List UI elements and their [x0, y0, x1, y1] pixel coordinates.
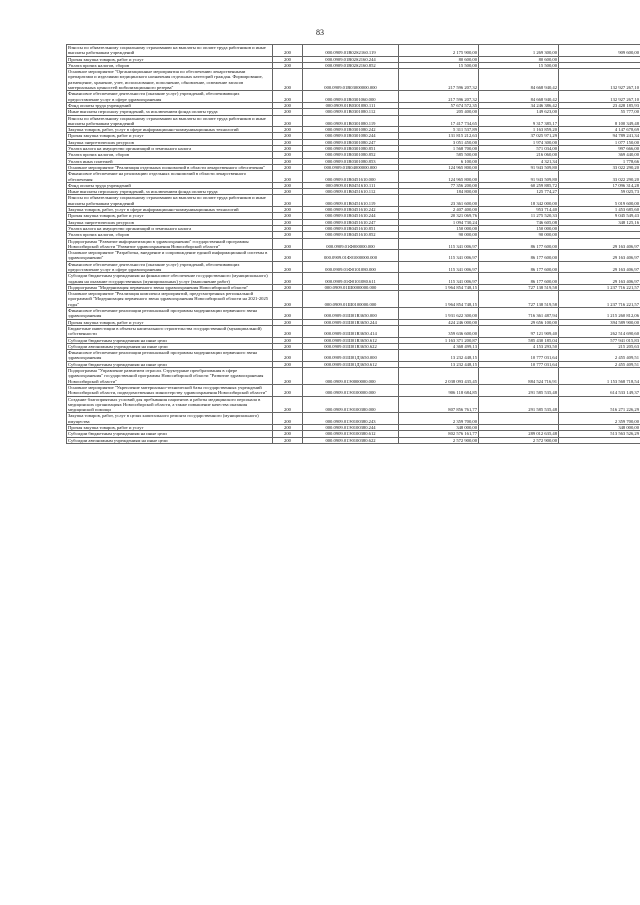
row-name-cell: Основное мероприятие "Организационные мероприятия по обеспечению лекарственными препаратами и изделиями медицинского назначения отдельных категорий граждан. Формирование, размещение, хранение, учет, использование, пополнение, обновление, освежение запасов материальных ценностей мобилизационного резерва" [67, 69, 273, 91]
row-executed-amount-cell: 1 269 300,00 [479, 45, 559, 57]
row-assigned-amount-cell: 17 417 734,65 [399, 115, 479, 127]
table-row [67, 361, 640, 367]
row-unexecuted-amount-cell: 9 045 549,43 [559, 213, 640, 219]
row-assigned-amount-cell: 359 636 600,00 [399, 325, 479, 337]
row-classification-code-cell: 000.0909.01В0451610.111 [303, 182, 399, 188]
row-assigned-amount-cell: 20 321 069,76 [399, 213, 479, 219]
row-admin-code-cell: 200 [273, 207, 303, 213]
row-executed-amount-cell: 716 361 487,94 [479, 308, 559, 320]
row-assigned-amount-cell: 2 038 093 435,45 [399, 368, 479, 385]
row-assigned-amount-cell: 1 964 854 748,15 [399, 284, 479, 290]
row-executed-amount-cell: 91 943 509,80 [479, 164, 559, 170]
row-classification-code-cell: 000.0909.01В0451610.851 [303, 225, 399, 231]
row-admin-code-cell: 200 [273, 250, 303, 262]
row-unexecuted-amount-cell: 997 666,00 [559, 146, 640, 152]
row-unexecuted-amount-cell: 55 777,00 [559, 109, 640, 115]
row-name-cell: Финансовое обеспечение деятельности (оказание услуг) учреждений, обеспечивающих предоставление услуг в сфере здравоохранения [67, 261, 273, 273]
row-admin-code-cell: 200 [273, 164, 303, 170]
row-name-cell: Финансовое обеспечение реализации региональной программы модернизации первичного звена здравоохранения [67, 350, 273, 362]
row-admin-code-cell: 200 [273, 127, 303, 133]
row-admin-code-cell: 200 [273, 56, 303, 62]
row-executed-amount-cell: 150 000,00 [479, 225, 559, 231]
row-executed-amount-cell: 86 177 600,00 [479, 250, 559, 262]
row-classification-code-cell: 000.0909.01Э0100380.612 [303, 431, 399, 437]
row-assigned-amount-cell: 217 596 207,32 [399, 91, 479, 103]
row-assigned-amount-cell: 5 311 537,89 [399, 127, 479, 133]
row-unexecuted-amount-cell: 1 077 150,00 [559, 139, 640, 145]
row-executed-amount-cell: 60 259 885,72 [479, 182, 559, 188]
row-name-cell: Уплата прочих налогов, сборов [67, 152, 273, 158]
row-assigned-amount-cell: 184 800,00 [399, 189, 479, 195]
row-unexecuted-amount-cell: 369 440,00 [559, 152, 640, 158]
row-name-cell: Иные выплаты персоналу учреждений, за исключением фонда оплаты труда [67, 109, 273, 115]
row-classification-code-cell: 000.0909.01Э0100000.000 [303, 384, 399, 396]
row-admin-code-cell: 200 [273, 291, 303, 308]
row-name-cell: Закупка энергетических ресурсов [67, 219, 273, 225]
table-row [67, 431, 640, 437]
table-row [67, 164, 640, 170]
row-executed-amount-cell: 11 275 520,33 [479, 213, 559, 219]
table-row [67, 384, 640, 396]
row-classification-code-cell: 000.0909.01В02S2160.244 [303, 56, 399, 62]
row-admin-code-cell: 200 [273, 195, 303, 207]
row-admin-code-cell: 200 [273, 284, 303, 290]
table-row [67, 343, 640, 349]
row-name-cell: Прочая закупка товаров, работ и услуг [67, 319, 273, 325]
row-assigned-amount-cell: 1 094 730,24 [399, 219, 479, 225]
row-admin-code-cell: 200 [273, 396, 303, 413]
row-assigned-amount-cell: 217 596 207,32 [399, 69, 479, 91]
table-row [67, 413, 640, 425]
row-classification-code-cell: 000.0909.01В0451610.112 [303, 189, 399, 195]
row-admin-code-cell: 200 [273, 189, 303, 195]
row-classification-code-cell: 000.0909.01Ш01R3650.622 [303, 343, 399, 349]
row-name-cell: Бюджетные инвестиции в объекты капитального строительства государственной (муниципальной) собственности [67, 325, 273, 337]
row-assigned-amount-cell: 205 400,00 [399, 109, 479, 115]
row-classification-code-cell: 000.0909.01В03000000.000 [303, 69, 399, 91]
row-classification-code-cell: 000.0909.01В0301080.851 [303, 146, 399, 152]
row-name-cell: Прочая закупка товаров, работ и услуг [67, 425, 273, 431]
row-classification-code-cell: 000.0909.01Ш01R3650.000 [303, 308, 399, 320]
row-classification-code-cell: 000.0909.01В0301060.000 [303, 91, 399, 103]
row-admin-code-cell: 200 [273, 384, 303, 396]
row-classification-code-cell: 000.0909.01Ш01R3650.244 [303, 319, 399, 325]
row-admin-code-cell: 200 [273, 425, 303, 431]
row-assigned-amount-cell: 4 368 499,13 [399, 343, 479, 349]
row-unexecuted-amount-cell: 1 453 685,60 [559, 207, 640, 213]
row-executed-amount-cell: 91 943 509,80 [479, 171, 559, 183]
row-assigned-amount-cell: 150 000,00 [399, 225, 479, 231]
row-unexecuted-amount-cell: 33 022 290,20 [559, 171, 640, 183]
row-assigned-amount-cell: 802 576 161,77 [399, 431, 479, 437]
row-admin-code-cell: 200 [273, 139, 303, 145]
row-unexecuted-amount-cell: 94 789 241,34 [559, 133, 640, 139]
row-name-cell: Закупка энергетических ресурсов [67, 139, 273, 145]
row-admin-code-cell: 200 [273, 146, 303, 152]
row-admin-code-cell: 200 [273, 115, 303, 127]
row-executed-amount-cell: 84 668 940,42 [479, 91, 559, 103]
row-admin-code-cell: 200 [273, 171, 303, 183]
row-classification-code-cell: 000.0909.01Ф01000000.000 [303, 250, 399, 262]
row-name-cell: Субсидии автономным учреждениям на иные цели [67, 437, 273, 443]
row-admin-code-cell: 200 [273, 319, 303, 325]
row-assigned-amount-cell: 124 965 800,00 [399, 171, 479, 183]
row-executed-amount-cell: 90 000,00 [479, 232, 559, 238]
row-name-cell: Закупка товаров, работ, услуг в сфере информационно-коммуникационных технологий [67, 207, 273, 213]
row-executed-amount-cell: 2 572 900,00 [479, 437, 559, 443]
row-name-cell: Финансовое обеспечение реализации региональной программы модернизации первичного звена здравоохранения [67, 308, 273, 320]
table-row [67, 437, 640, 443]
row-executed-amount-cell: 727 138 519,58 [479, 284, 559, 290]
row-admin-code-cell: 200 [273, 337, 303, 343]
row-executed-amount-cell: 884 524 716,91 [479, 368, 559, 385]
row-assigned-amount-cell: 1 931 622 300,00 [399, 308, 479, 320]
row-name-cell: Подпрограмма "Модернизация первичного звена здравоохранения Новосибирской области" [67, 284, 273, 290]
row-name-cell: Взносы по обязательному социальному страхованию на выплаты по оплате труда работников и иные выплаты работникам учреждений [67, 45, 273, 57]
row-executed-amount-cell: 125 774,27 [479, 189, 559, 195]
row-admin-code-cell: 200 [273, 261, 303, 273]
row-name-cell: Уплата прочих налогов, сборов [67, 62, 273, 68]
row-assigned-amount-cell: 1 964 854 748,15 [399, 291, 479, 308]
row-classification-code-cell: 000.0909.01В0451610.119 [303, 195, 399, 207]
row-assigned-amount-cell: 906 118 684,85 [399, 384, 479, 396]
row-classification-code-cell: 000.0909.01В02S2160.119 [303, 45, 399, 57]
row-executed-amount-cell: 953 714,40 [479, 207, 559, 213]
row-assigned-amount-cell: 2 359 700,00 [399, 413, 479, 425]
row-unexecuted-amount-cell: 29 163 406,97 [559, 250, 640, 262]
row-executed-amount-cell: 1 974 300,00 [479, 139, 559, 145]
row-admin-code-cell: 200 [273, 152, 303, 158]
row-unexecuted-amount-cell: 614 533 149,37 [559, 384, 640, 396]
row-name-cell: Основное мероприятие "Реализация отдельных полномочий в области лекарственного обеспечения" [67, 164, 273, 170]
row-unexecuted-amount-cell: 262 514 690,60 [559, 325, 640, 337]
row-name-cell: Уплата иных платежей [67, 158, 273, 164]
row-name-cell: Прочая закупка товаров, работ и услуг [67, 213, 273, 219]
row-assigned-amount-cell: 80 600,00 [399, 56, 479, 62]
row-name-cell: Взносы по обязательному социальному страхованию на выплаты по оплате труда работников и иные выплаты работникам учреждений [67, 115, 273, 127]
row-assigned-amount-cell: 77 356 200,00 [399, 182, 479, 188]
row-unexecuted-amount-cell: 348 000,00 [559, 425, 640, 431]
row-unexecuted-amount-cell: 132 927 267,10 [559, 69, 640, 91]
table-row [67, 146, 640, 152]
row-classification-code-cell: 000.0909.01В04000000.000 [303, 164, 399, 170]
table-row [67, 325, 640, 337]
row-classification-code-cell: 000.0909.01Ф0101080.000 [303, 261, 399, 273]
table-row [67, 225, 640, 231]
row-classification-code-cell: 000.0909.01В0301080.247 [303, 139, 399, 145]
row-executed-amount-cell: 727 138 519,58 [479, 291, 559, 308]
row-admin-code-cell: 200 [273, 219, 303, 225]
row-name-cell: Основное мероприятие "Реализация комплекса мероприятий, предусмотренных региональной программой "Модернизация первичного звена здравоохранения Новосибирской области на 2021-2025 годы" [67, 291, 273, 308]
row-classification-code-cell: 000.0909.01Ф0101080.611 [303, 273, 399, 285]
row-assigned-amount-cell: 13 232 448,15 [399, 361, 479, 367]
row-classification-code-cell: 000.0909.01Ф000000.000 [303, 238, 399, 250]
row-assigned-amount-cell: 585 500,00 [399, 152, 479, 158]
row-classification-code-cell: 000.0909.01В0301080.119 [303, 115, 399, 127]
table-row [67, 291, 640, 308]
row-executed-amount-cell: 1 163 859,20 [479, 127, 559, 133]
row-executed-amount-cell: 86 177 600,00 [479, 238, 559, 250]
page-number: 83 [316, 28, 324, 37]
row-executed-amount-cell: 29 656 100,00 [479, 319, 559, 325]
row-admin-code-cell: 200 [273, 133, 303, 139]
row-unexecuted-amount-cell: 5 019 600,00 [559, 195, 640, 207]
row-executed-amount-cell: 9 317 385,17 [479, 115, 559, 127]
row-name-cell: Взносы по обязательному социальному страхованию на выплаты по оплате труда работников и иные выплаты работникам учреждений [67, 195, 273, 207]
row-name-cell: Субсидии бюджетным учреждениям на иные цели [67, 361, 273, 367]
row-assigned-amount-cell: 348 000,00 [399, 425, 479, 431]
row-executed-amount-cell: 571 034,00 [479, 146, 559, 152]
row-unexecuted-amount-cell: 29 163 406,97 [559, 238, 640, 250]
table-row [67, 45, 640, 57]
row-name-cell: Иные выплаты персоналу учреждений, за исключением фонда оплаты труда [67, 189, 273, 195]
row-executed-amount-cell: 37 025 971,29 [479, 133, 559, 139]
row-assigned-amount-cell: 1 163 371 200,87 [399, 337, 479, 343]
row-unexecuted-amount-cell: 909 600,00 [559, 45, 640, 57]
row-name-cell: Прочая закупка товаров, работ и услуг [67, 133, 273, 139]
row-assigned-amount-cell: 124 965 800,00 [399, 164, 479, 170]
row-unexecuted-amount-cell: 516 271 226,29 [559, 396, 640, 413]
row-admin-code-cell: 200 [273, 182, 303, 188]
row-admin-code-cell: 200 [273, 343, 303, 349]
row-unexecuted-amount-cell: 4 147 678,69 [559, 127, 640, 133]
row-assigned-amount-cell: 15 500,00 [399, 62, 479, 68]
row-classification-code-cell: 000.0909.01В0301080.853 [303, 158, 399, 164]
row-name-cell: Субсидии бюджетным учреждениям на иные цели [67, 337, 273, 343]
row-unexecuted-amount-cell [559, 437, 640, 443]
row-executed-amount-cell: 216 060,00 [479, 152, 559, 158]
table-row [67, 273, 640, 285]
table-row [67, 396, 640, 413]
table-row [67, 368, 640, 385]
row-name-cell: Прочая закупка товаров, работ и услуг [67, 56, 273, 62]
row-unexecuted-amount-cell: 17 096 314,28 [559, 182, 640, 188]
row-assigned-amount-cell: 13 232 448,15 [399, 350, 479, 362]
row-assigned-amount-cell: 115 341 006,97 [399, 250, 479, 262]
row-assigned-amount-cell: 131 815 212,63 [399, 133, 479, 139]
row-classification-code-cell: 000.0909.01В0451610.852 [303, 232, 399, 238]
row-unexecuted-amount-cell: 1 237 716 221,57 [559, 284, 640, 290]
row-unexecuted-amount-cell: 1 237 716 221,57 [559, 291, 640, 308]
row-assigned-amount-cell: 90 000,00 [399, 232, 479, 238]
row-executed-amount-cell: 585 430 185,04 [479, 337, 559, 343]
row-executed-amount-cell: 18 342 000,00 [479, 195, 559, 207]
row-admin-code-cell: 200 [273, 238, 303, 250]
row-admin-code-cell: 200 [273, 109, 303, 115]
row-assigned-amount-cell: 2 572 900,00 [399, 437, 479, 443]
row-assigned-amount-cell: 3 051 450,00 [399, 139, 479, 145]
row-admin-code-cell: 200 [273, 213, 303, 219]
row-unexecuted-amount-cell: 513 563 526,29 [559, 431, 640, 437]
row-unexecuted-amount-cell: 394 589 900,00 [559, 319, 640, 325]
table-row [67, 261, 640, 273]
row-unexecuted-amount-cell: 8 100 349,48 [559, 115, 640, 127]
row-classification-code-cell: 000.0909.01В0451610.000 [303, 171, 399, 183]
row-classification-code-cell: 000.0909.01Ш01Д3650.612 [303, 361, 399, 367]
row-unexecuted-amount-cell: 1 153 568 718,54 [559, 368, 640, 385]
row-unexecuted-amount-cell: 59 025,73 [559, 189, 640, 195]
row-classification-code-cell: 000.0909.01Э0100380.000 [303, 396, 399, 413]
row-admin-code-cell: 200 [273, 308, 303, 320]
row-name-cell: Субсидии бюджетным учреждениям на иные цели [67, 431, 273, 437]
row-executed-amount-cell: 746 605,08 [479, 219, 559, 225]
table-row [67, 91, 640, 103]
row-admin-code-cell: 200 [273, 232, 303, 238]
row-admin-code-cell: 200 [273, 325, 303, 337]
row-classification-code-cell: 000.0909.01Ш01R3650.612 [303, 337, 399, 343]
row-admin-code-cell: 200 [273, 62, 303, 68]
table-row [67, 250, 640, 262]
row-name-cell: Финансовое обеспечение на реализацию отдельных полномочий в области лекарственного обеспечения [67, 171, 273, 183]
row-assigned-amount-cell: 23 361 600,00 [399, 195, 479, 207]
row-unexecuted-amount-cell: 577 941 015,83 [559, 337, 640, 343]
row-executed-amount-cell: 80 600,00 [479, 56, 559, 62]
row-name-cell: Уплата налога на имущество организаций и земельного налога [67, 146, 273, 152]
table-row [67, 350, 640, 362]
row-name-cell: Субсидии бюджетным учреждениям на финансовое обеспечение государственного (муниципального) задания на оказание государственных (муниципальных) услуг (выполнение работ) [67, 273, 273, 285]
table-row [67, 109, 640, 115]
row-executed-amount-cell: 4 153 293,50 [479, 343, 559, 349]
row-assigned-amount-cell: 6 100,00 [399, 158, 479, 164]
row-classification-code-cell: 000.0909.01В0301080.852 [303, 152, 399, 158]
row-executed-amount-cell: 34 246 386,42 [479, 102, 559, 108]
row-executed-amount-cell: 84 668 940,42 [479, 69, 559, 91]
row-executed-amount-cell: 4 321,34 [479, 158, 559, 164]
row-name-cell: Закупка товаров, работ, услуг в целях капитального ремонта государственного (муниципального) имущества [67, 413, 273, 425]
row-executed-amount-cell: 10 777 031,64 [479, 350, 559, 362]
row-unexecuted-amount-cell: 2 455 409,51 [559, 361, 640, 367]
row-unexecuted-amount-cell: 2 455 409,51 [559, 350, 640, 362]
row-name-cell: Уплата налога на имущество организаций и земельного налога [67, 225, 273, 231]
row-name-cell: Финансовое обеспечение деятельности (оказание услуг) учреждений, обеспечивающих предоставление услуг в сфере здравоохранения [67, 91, 273, 103]
row-unexecuted-amount-cell: 348 125,16 [559, 219, 640, 225]
row-admin-code-cell: 200 [273, 102, 303, 108]
row-executed-amount-cell: 289 012 635,48 [479, 431, 559, 437]
row-executed-amount-cell: 149 623,00 [479, 109, 559, 115]
row-classification-code-cell: 000.0909.01В02S2160.852 [303, 62, 399, 68]
row-admin-code-cell: 200 [273, 158, 303, 164]
budget-table [66, 44, 640, 444]
table-row [67, 207, 640, 213]
row-executed-amount-cell: 10 777 031,64 [479, 361, 559, 367]
row-admin-code-cell: 200 [273, 273, 303, 285]
row-name-cell: Подпрограмма "Развитие информатизации в здравоохранении" государственной программы Новосибирской области "Развитие здравоохранения Новосибирской области" [67, 238, 273, 250]
row-executed-amount-cell: 86 177 600,00 [479, 261, 559, 273]
row-admin-code-cell: 200 [273, 91, 303, 103]
row-name-cell: Уплата прочих налогов, сборов [67, 232, 273, 238]
row-unexecuted-amount-cell: 23 428 185,93 [559, 102, 640, 108]
row-classification-code-cell: 000.0909.01В0451610.244 [303, 213, 399, 219]
row-name-cell: Субсидии автономным учреждениям на иные цели [67, 343, 273, 349]
row-unexecuted-amount-cell: 29 163 406,97 [559, 261, 640, 273]
row-classification-code-cell: 000.0909.01В0301080.111 [303, 102, 399, 108]
row-unexecuted-amount-cell: 1 215 260 812,06 [559, 308, 640, 320]
row-unexecuted-amount-cell: 2 359 700,00 [559, 413, 640, 425]
row-classification-code-cell: 000.0909.01В0301080.112 [303, 109, 399, 115]
row-assigned-amount-cell: 2 407 400,00 [399, 207, 479, 213]
row-executed-amount-cell: 97 121 909,40 [479, 325, 559, 337]
row-assigned-amount-cell: 1 568 700,00 [399, 146, 479, 152]
row-admin-code-cell: 200 [273, 361, 303, 367]
row-classification-code-cell: 000.0909.01Ш0100000.000 [303, 291, 399, 308]
row-assigned-amount-cell: 115 341 006,97 [399, 273, 479, 285]
row-assigned-amount-cell: 424 246 000,00 [399, 319, 479, 325]
row-name-cell: Фонд оплаты труда учреждений [67, 102, 273, 108]
table-row [67, 115, 640, 127]
budget-table-body [67, 45, 640, 444]
row-executed-amount-cell: 15 500,00 [479, 62, 559, 68]
row-executed-amount-cell: 86 177 600,00 [479, 273, 559, 285]
row-executed-amount-cell: 291 585 535,48 [479, 396, 559, 413]
row-classification-code-cell: 000.0909.01В0301080.244 [303, 133, 399, 139]
row-classification-code-cell: 000.0909.01Ш01Д3650.000 [303, 350, 399, 362]
row-admin-code-cell: 200 [273, 437, 303, 443]
row-classification-code-cell: 000.0909.01Э0100380.243 [303, 413, 399, 425]
row-unexecuted-amount-cell: 29 163 406,97 [559, 273, 640, 285]
table-row [67, 308, 640, 320]
row-admin-code-cell: 200 [273, 431, 303, 437]
row-executed-amount-cell: 291 585 535,48 [479, 384, 559, 396]
row-assigned-amount-cell: 807 856 761,77 [399, 396, 479, 413]
row-executed-amount-cell [479, 413, 559, 425]
row-classification-code-cell: 000.0909.01В0451610.247 [303, 219, 399, 225]
row-unexecuted-amount-cell: 132 927 267,10 [559, 91, 640, 103]
row-name-cell: Фонд оплаты труда учреждений [67, 182, 273, 188]
row-classification-code-cell: 000.0909.01Э0100380.244 [303, 425, 399, 431]
table-row [67, 337, 640, 343]
row-admin-code-cell: 200 [273, 69, 303, 91]
table-row [67, 284, 640, 290]
row-unexecuted-amount-cell: 1 778,66 [559, 158, 640, 164]
row-name-cell: Основное мероприятие "Разработка, внедрение и сопровождение единой информационной системы в здравоохранении" [67, 250, 273, 262]
row-admin-code-cell: 200 [273, 45, 303, 57]
row-name-cell: Подпрограмма "Управление развитием отрасли. Структурные преобразования в сфере здравоохранения" государственной программы Новосибирской области "Развитие здравоохранения Новосибирской области" [67, 368, 273, 385]
row-classification-code-cell: 000.0909.01Ш0000000.000 [303, 284, 399, 290]
row-name-cell: Создание благоприятных условий для пребывания пациентов и работы медицинского персонала в медицинских организациях Новосибирской области, а также повышение качества оказания медицинской помощи [67, 396, 273, 413]
row-assigned-amount-cell: 115 341 006,97 [399, 238, 479, 250]
table-row [67, 238, 640, 250]
row-admin-code-cell: 200 [273, 413, 303, 425]
table-row [67, 195, 640, 207]
row-classification-code-cell: 000.0909.01Ш01R3650.414 [303, 325, 399, 337]
row-name-cell: Закупка товаров, работ, услуг в сфере информационно-коммуникационных технологий [67, 127, 273, 133]
row-assigned-amount-cell: 115 341 006,97 [399, 261, 479, 273]
table-row [67, 69, 640, 91]
row-classification-code-cell: 000.0909.01Э0000000.000 [303, 368, 399, 385]
table-row [67, 189, 640, 195]
row-unexecuted-amount-cell: 215 205,63 [559, 343, 640, 349]
row-classification-code-cell: 000.0909.01В0451610.242 [303, 207, 399, 213]
row-assigned-amount-cell: 2 175 900,00 [399, 45, 479, 57]
row-admin-code-cell: 200 [273, 368, 303, 385]
row-classification-code-cell: 000.0909.01В0301080.242 [303, 127, 399, 133]
table-row [67, 127, 640, 133]
row-assigned-amount-cell: 57 674 572,35 [399, 102, 479, 108]
row-admin-code-cell: 200 [273, 350, 303, 362]
row-admin-code-cell: 200 [273, 225, 303, 231]
row-unexecuted-amount-cell: 33 022 290,20 [559, 164, 640, 170]
row-name-cell: Основное мероприятие "Укрепление материально-технической базы государственных учреждений Новосибирской области, подведомственных министерству здравоохранения Новосибирской области" [67, 384, 273, 396]
row-classification-code-cell: 000.0909.01Э0100380.622 [303, 437, 399, 443]
table-row [67, 171, 640, 183]
